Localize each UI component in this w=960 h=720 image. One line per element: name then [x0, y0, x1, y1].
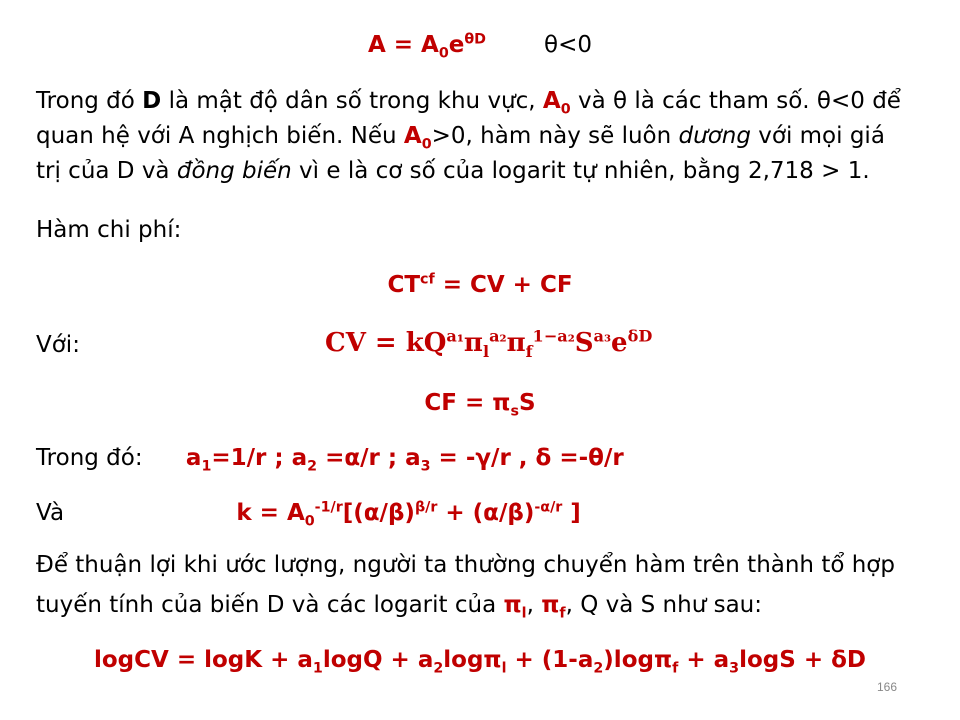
para1-line2: quan hệ với A nghịch biến. Nếu $A_0>0$, hàm này sẽ luôn dương với mọi giá — [36, 123, 885, 153]
cost-label: Hàm chi phí: — [36, 217, 182, 243]
with-label: Với: — [36, 332, 80, 358]
para2-line1: Để thuận lợi khi ước lượng, người ta thường chuyển hàm trên thành tổ hợp — [36, 552, 895, 578]
formula-log: logCV = $\log K + a_1\log Q + a_2\log\pi_l + (1-a_2)\log\pi_f + a_3\log S + \delta D$ — [94, 647, 866, 677]
and-line: Và $k = A_0^{-1/r}[(\alpha/\beta)^{\beta/r} + (\alpha/\beta)^{-\alpha/r}$ ] — [36, 499, 581, 530]
formula-a: $A = A_0e^{\theta D}$ θ<0 — [367, 31, 593, 62]
para1-line1: Trong đó D là mật độ dân số trong khu vực, $A_0$ và θ là các tham số. θ<0 để — [36, 88, 901, 118]
page-number: 166 — [877, 680, 898, 694]
formula-cf: CF = $\pi_sS$ — [424, 390, 536, 420]
para1-line3: trị của D và đồng biến vì e là cơ số của logarit tự nhiên, bằng 2,718 > 1. — [36, 158, 870, 184]
formula-ct: $CT^{cf}$ = CV + CF — [387, 271, 573, 298]
where-line: Trong đó: $a_1=1/r$ ; $a_2 =\alpha/r$ ; $a_3 = -\gamma/r$ , δ =-θ/r — [36, 445, 624, 475]
para2-line2: tuyến tính của biến D và các logarit của $\pi_l$, $\pi_f$, Q và S như sau: — [36, 592, 763, 622]
theta-condition: θ<0 — [544, 32, 593, 58]
formula-cv: CV = $kQ^{a_1}\pi_l^{a_2}\pi_f^{1-a_2}S^{a_3}e^{\delta D}$ — [325, 326, 653, 362]
